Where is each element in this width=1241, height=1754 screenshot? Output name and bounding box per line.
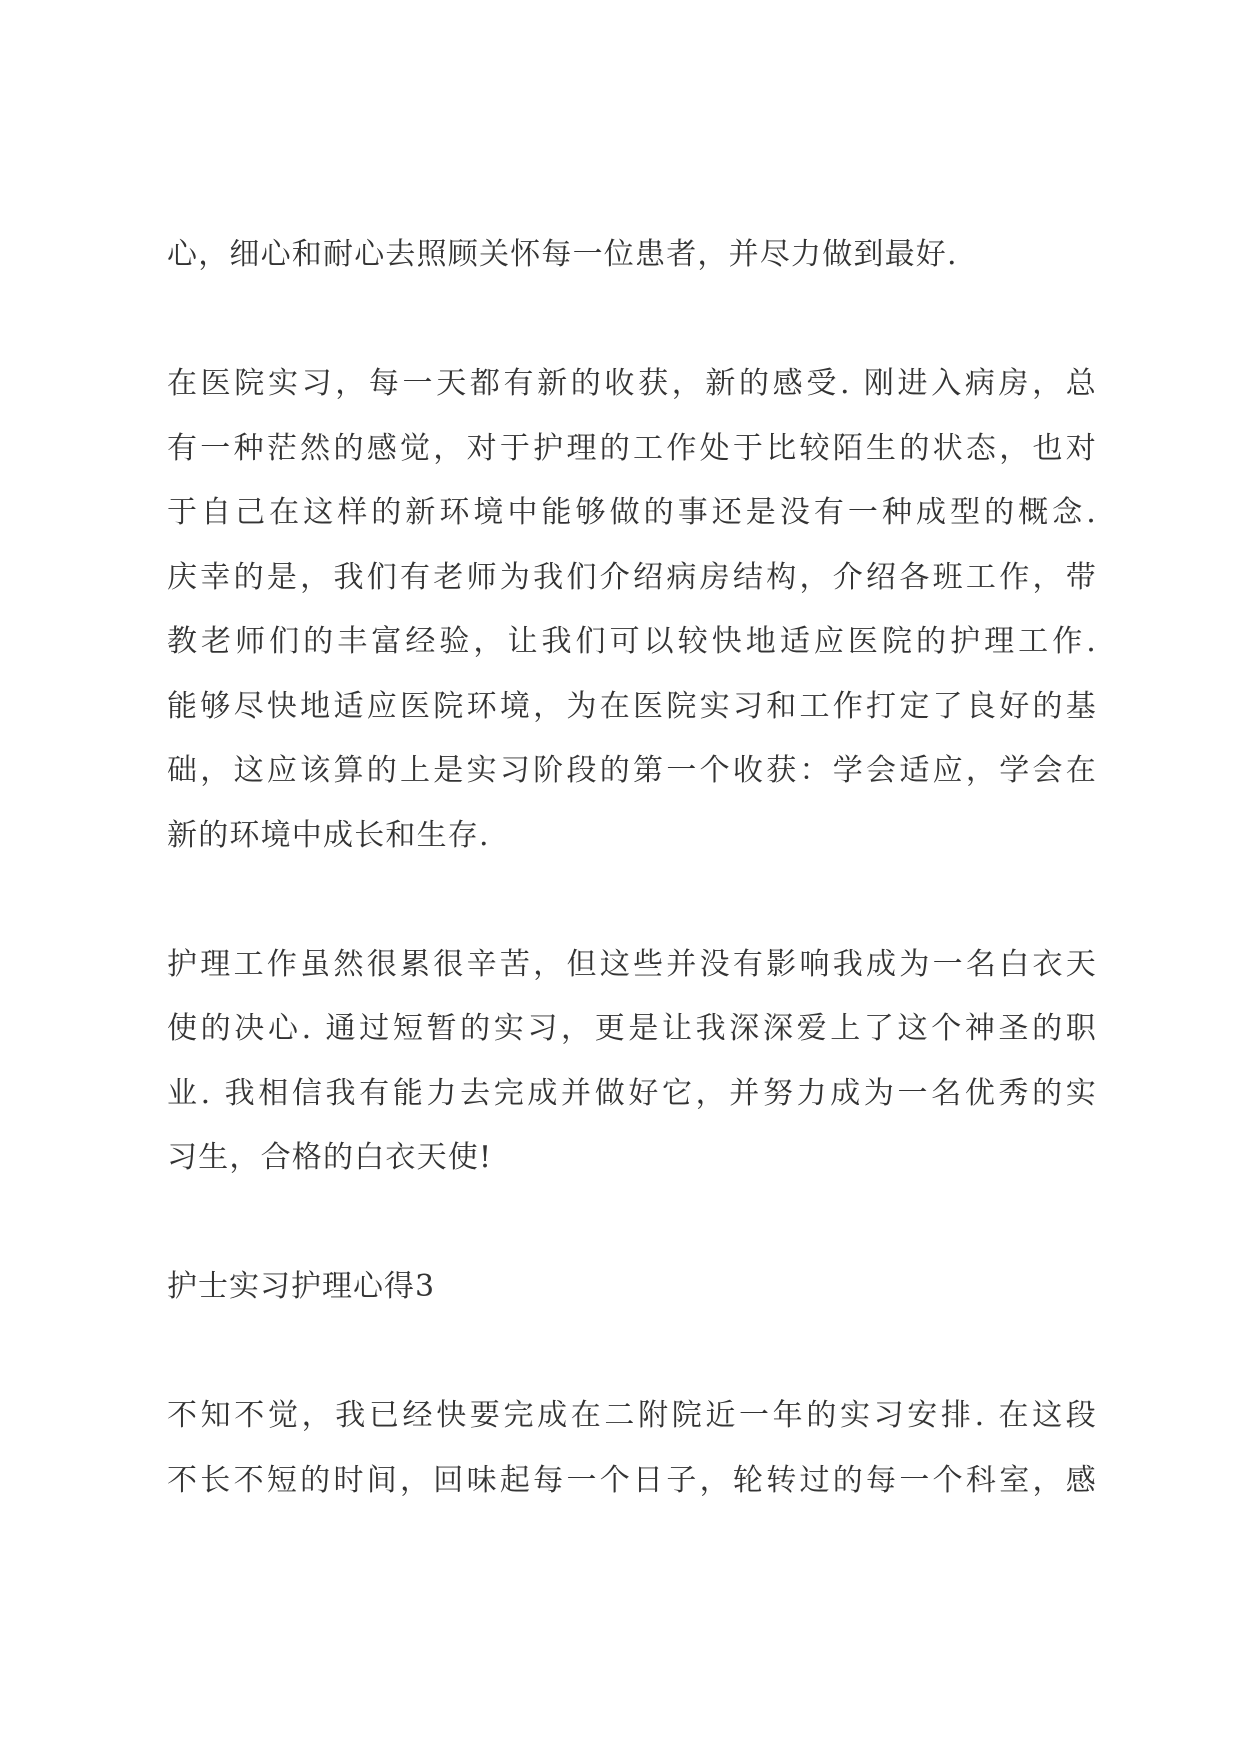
text-line: 在医院实习，每一天都有新的收获，新的感受. 刚进入病房，总	[167, 366, 1097, 401]
paragraph-4	[167, 1384, 1097, 1513]
paragraph-spacer	[167, 868, 1097, 933]
text-line: 础，这应该算的上是实习阶段的第一个收获：学会适应，学会在	[167, 753, 1097, 788]
text-line: 新的环境中成长和生存.	[167, 817, 490, 853]
text-line: 不知不觉，我已经快要完成在二附院近一年的实习安排. 在这段	[167, 1398, 1097, 1433]
paragraph-2	[167, 352, 1097, 868]
paragraph-3	[167, 933, 1097, 1191]
text-line: 于自己在这样的新环境中能够做的事还是没有一种成型的概念.	[167, 495, 1097, 530]
paragraph-1	[167, 223, 1097, 288]
paragraph-spacer	[167, 288, 1097, 353]
text-line: 心，细心和耐心去照顾关怀每一位患者，并尽力做到最好.	[167, 237, 958, 272]
text-line: 能够尽快地适应医院环境，为在医院实习和工作打定了良好的基	[167, 688, 1097, 724]
paragraph-spacer	[167, 1320, 1097, 1385]
paragraph-spacer	[167, 1191, 1097, 1256]
text-line: 有一种茫然的感觉，对于护理的工作处于比较陌生的状态，也对	[167, 430, 1097, 466]
text-line: 庆幸的是，我们有老师为我们介绍病房结构，介绍各班工作，带	[167, 559, 1097, 595]
document-body	[167, 223, 1097, 1513]
section-heading-block	[167, 1255, 1097, 1320]
text-line: 使的决心. 通过短暂的实习，更是让我深深爱上了这个神圣的职	[167, 1011, 1097, 1046]
text-line: 护理工作虽然很累很辛苦，但这些并没有影响我成为一名白衣天	[167, 946, 1097, 982]
text-line: 业. 我相信我有能力去完成并做好它，并努力成为一名优秀的实	[167, 1075, 1097, 1111]
section-heading: 护士实习护理心得3	[167, 1269, 436, 1304]
text-line: 不长不短的时间，回味起每一个日子，轮转过的每一个科室，感	[167, 1462, 1097, 1498]
text-line: 教老师们的丰富经验，让我们可以较快地适应医院的护理工作.	[167, 624, 1097, 659]
text-line: 习生，合格的白衣天使!	[167, 1140, 493, 1175]
